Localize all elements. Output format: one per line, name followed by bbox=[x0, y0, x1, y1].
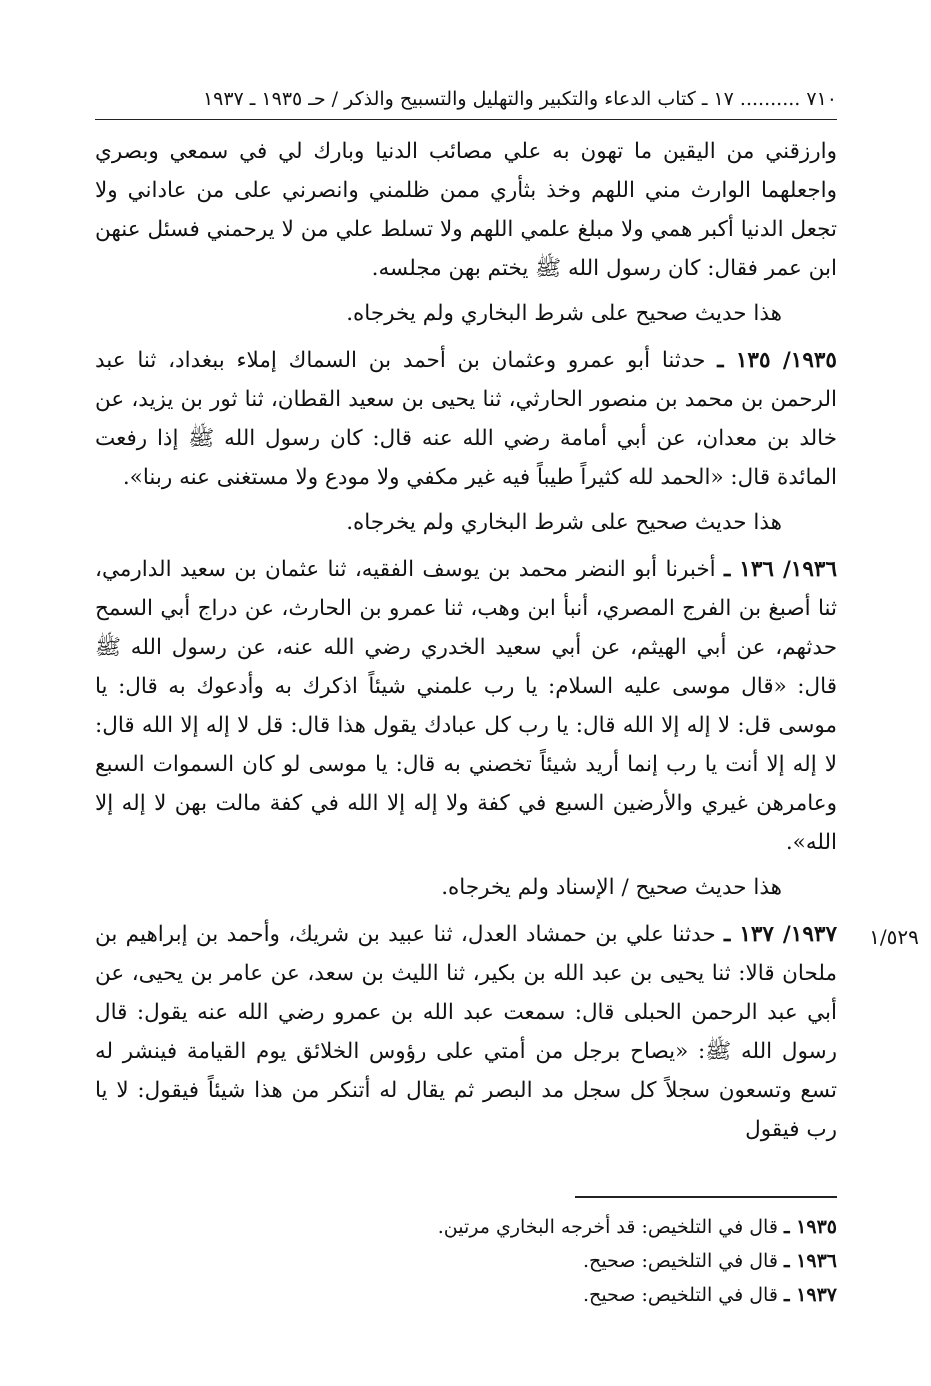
hadith-1936 bbox=[95, 550, 837, 862]
footnote bbox=[95, 1210, 837, 1244]
hadith-1937 bbox=[95, 915, 837, 1149]
page-number: ٧١٠ bbox=[806, 88, 837, 110]
header-rule bbox=[95, 119, 837, 120]
paragraph-text: وارزقني من اليقين ما تهون به علي مصائب الدنيا وبارك لي في سمعي وبصري واجعلهما الوارث مني اللهم وخذ بثأري ممن ظلمني وانصرني على من عاداني ولا تجعل الدنيا أكبر همي ولا مبلغ علمي اللهم ولا تسلط علي من لا يرحمني فسئل عنهن ابن عمر فقال: كان رسول الله ﷺ يختم بهن مجلسه. bbox=[95, 139, 837, 281]
hadith-text: أخبرنا أبو النضر محمد بن يوسف الفقيه، ثنا عثمان بن سعيد الدارمي، ثنا أصبغ بن الفرج المصري، أنبأ ابن وهب، ثنا عمرو بن الحارث، عن دراج أبي السمح حدثهم، عن أبي الهيثم، عن أبي سعيد الخدري رضي الله عنه، عن رسول الله ﷺ قال: «قال موسى عليه السلام: يا رب علمني شيئاً اذكرك به وأدعوك به قال: يا موسى قل: لا إله إلا الله قال: يا رب كل عبادك يقول هذا قال: قل لا إله إلا الله قال: لا إله إلا أنت يا رب إنما أريد شيئاً تخصني به قال: يا موسى لو كان السموات السبع وعامرهن غيري والأرضين السبع في كفة ولا إله إلا الله في كفة مالت بهن لا إله إلا الله». bbox=[95, 557, 838, 855]
footnote-number: ١٩٣٧ ـ bbox=[783, 1284, 837, 1306]
footnote-number: ١٩٣٥ ـ bbox=[783, 1216, 837, 1238]
hadith-verdict bbox=[95, 868, 837, 907]
hadith-verdict bbox=[95, 294, 837, 333]
hadith-text: حدثنا علي بن حمشاد العدل، ثنا عبيد بن شريك، وأحمد بن إبراهيم بن ملحان قالا: ثنا يحيى بن عبد الله بن بكير، ثنا الليث بن سعد، عن عامر بن يحيى، عن أبي عبد الرحمن الحبلى قال: سمعت عبد الله بن عمرو رضي الله عنه يقول: قال رسول الله ﷺ: «يصاح برجل من أمتي على رؤوس الخلائق يوم القيامة فينشر له تسع وتسعون سجلاً كل سجل مد البصر ثم يقال له أتنكر من هذا شيئاً فيقول: لا يا رب فيقول bbox=[95, 922, 837, 1142]
hadith-verdict bbox=[95, 503, 837, 542]
footnote-rule bbox=[575, 1196, 837, 1198]
running-header bbox=[95, 84, 837, 114]
running-title: ١٧ ـ كتاب الدعاء والتكبير والتهليل والتسبيح والذكر / حـ ١٩٣٥ ـ ١٩٣٧ bbox=[202, 88, 734, 110]
hadith-text: حدثنا أبو عمرو وعثمان بن أحمد بن السماك إملاء ببغداد، ثنا عبد الرحمن بن محمد بن منصور الحارثي، ثنا يحيى بن سعيد القطان، ثنا ثور بن يزيد، عن خالد بن معدان، عن أبي أمامة رضي الله عنه قال: كان رسول الله ﷺ إذا رفعت المائدة قال: «الحمد لله كثيراً طيباً فيه غير مكفي ولا مودع ولا مستغنى عنه ربنا». bbox=[95, 348, 837, 490]
hadith-number: ١٩٣٧/ ١٣٧ ـ bbox=[724, 922, 837, 947]
verdict-text: هذا حديث صحيح على شرط البخاري ولم يخرجاه. bbox=[346, 510, 782, 535]
verdict-text: هذا حديث صحيح / الإسناد ولم يخرجاه. bbox=[441, 875, 782, 900]
footnote bbox=[95, 1278, 837, 1312]
margin-page-reference: ١/٥٢٩ bbox=[869, 925, 919, 949]
footnote bbox=[95, 1244, 837, 1278]
paragraph-continuation bbox=[95, 132, 837, 288]
footnote-text: قال في التلخيص: صحيح. bbox=[583, 1250, 778, 1272]
header-dots: .......... bbox=[739, 88, 801, 110]
footnotes bbox=[95, 1210, 837, 1312]
hadith-1935 bbox=[95, 341, 837, 497]
footnote-text: قال في التلخيص: قد أخرجه البخاري مرتين. bbox=[437, 1216, 778, 1238]
hadith-number: ١٩٣٦/ ١٣٦ ـ bbox=[724, 557, 837, 582]
hadith-number: ١٩٣٥/ ١٣٥ ـ bbox=[717, 348, 837, 373]
verdict-text: هذا حديث صحيح على شرط البخاري ولم يخرجاه. bbox=[346, 301, 782, 326]
main-text bbox=[95, 132, 837, 1155]
footnote-text: قال في التلخيص: صحيح. bbox=[583, 1284, 778, 1306]
footnote-number: ١٩٣٦ ـ bbox=[783, 1250, 837, 1272]
